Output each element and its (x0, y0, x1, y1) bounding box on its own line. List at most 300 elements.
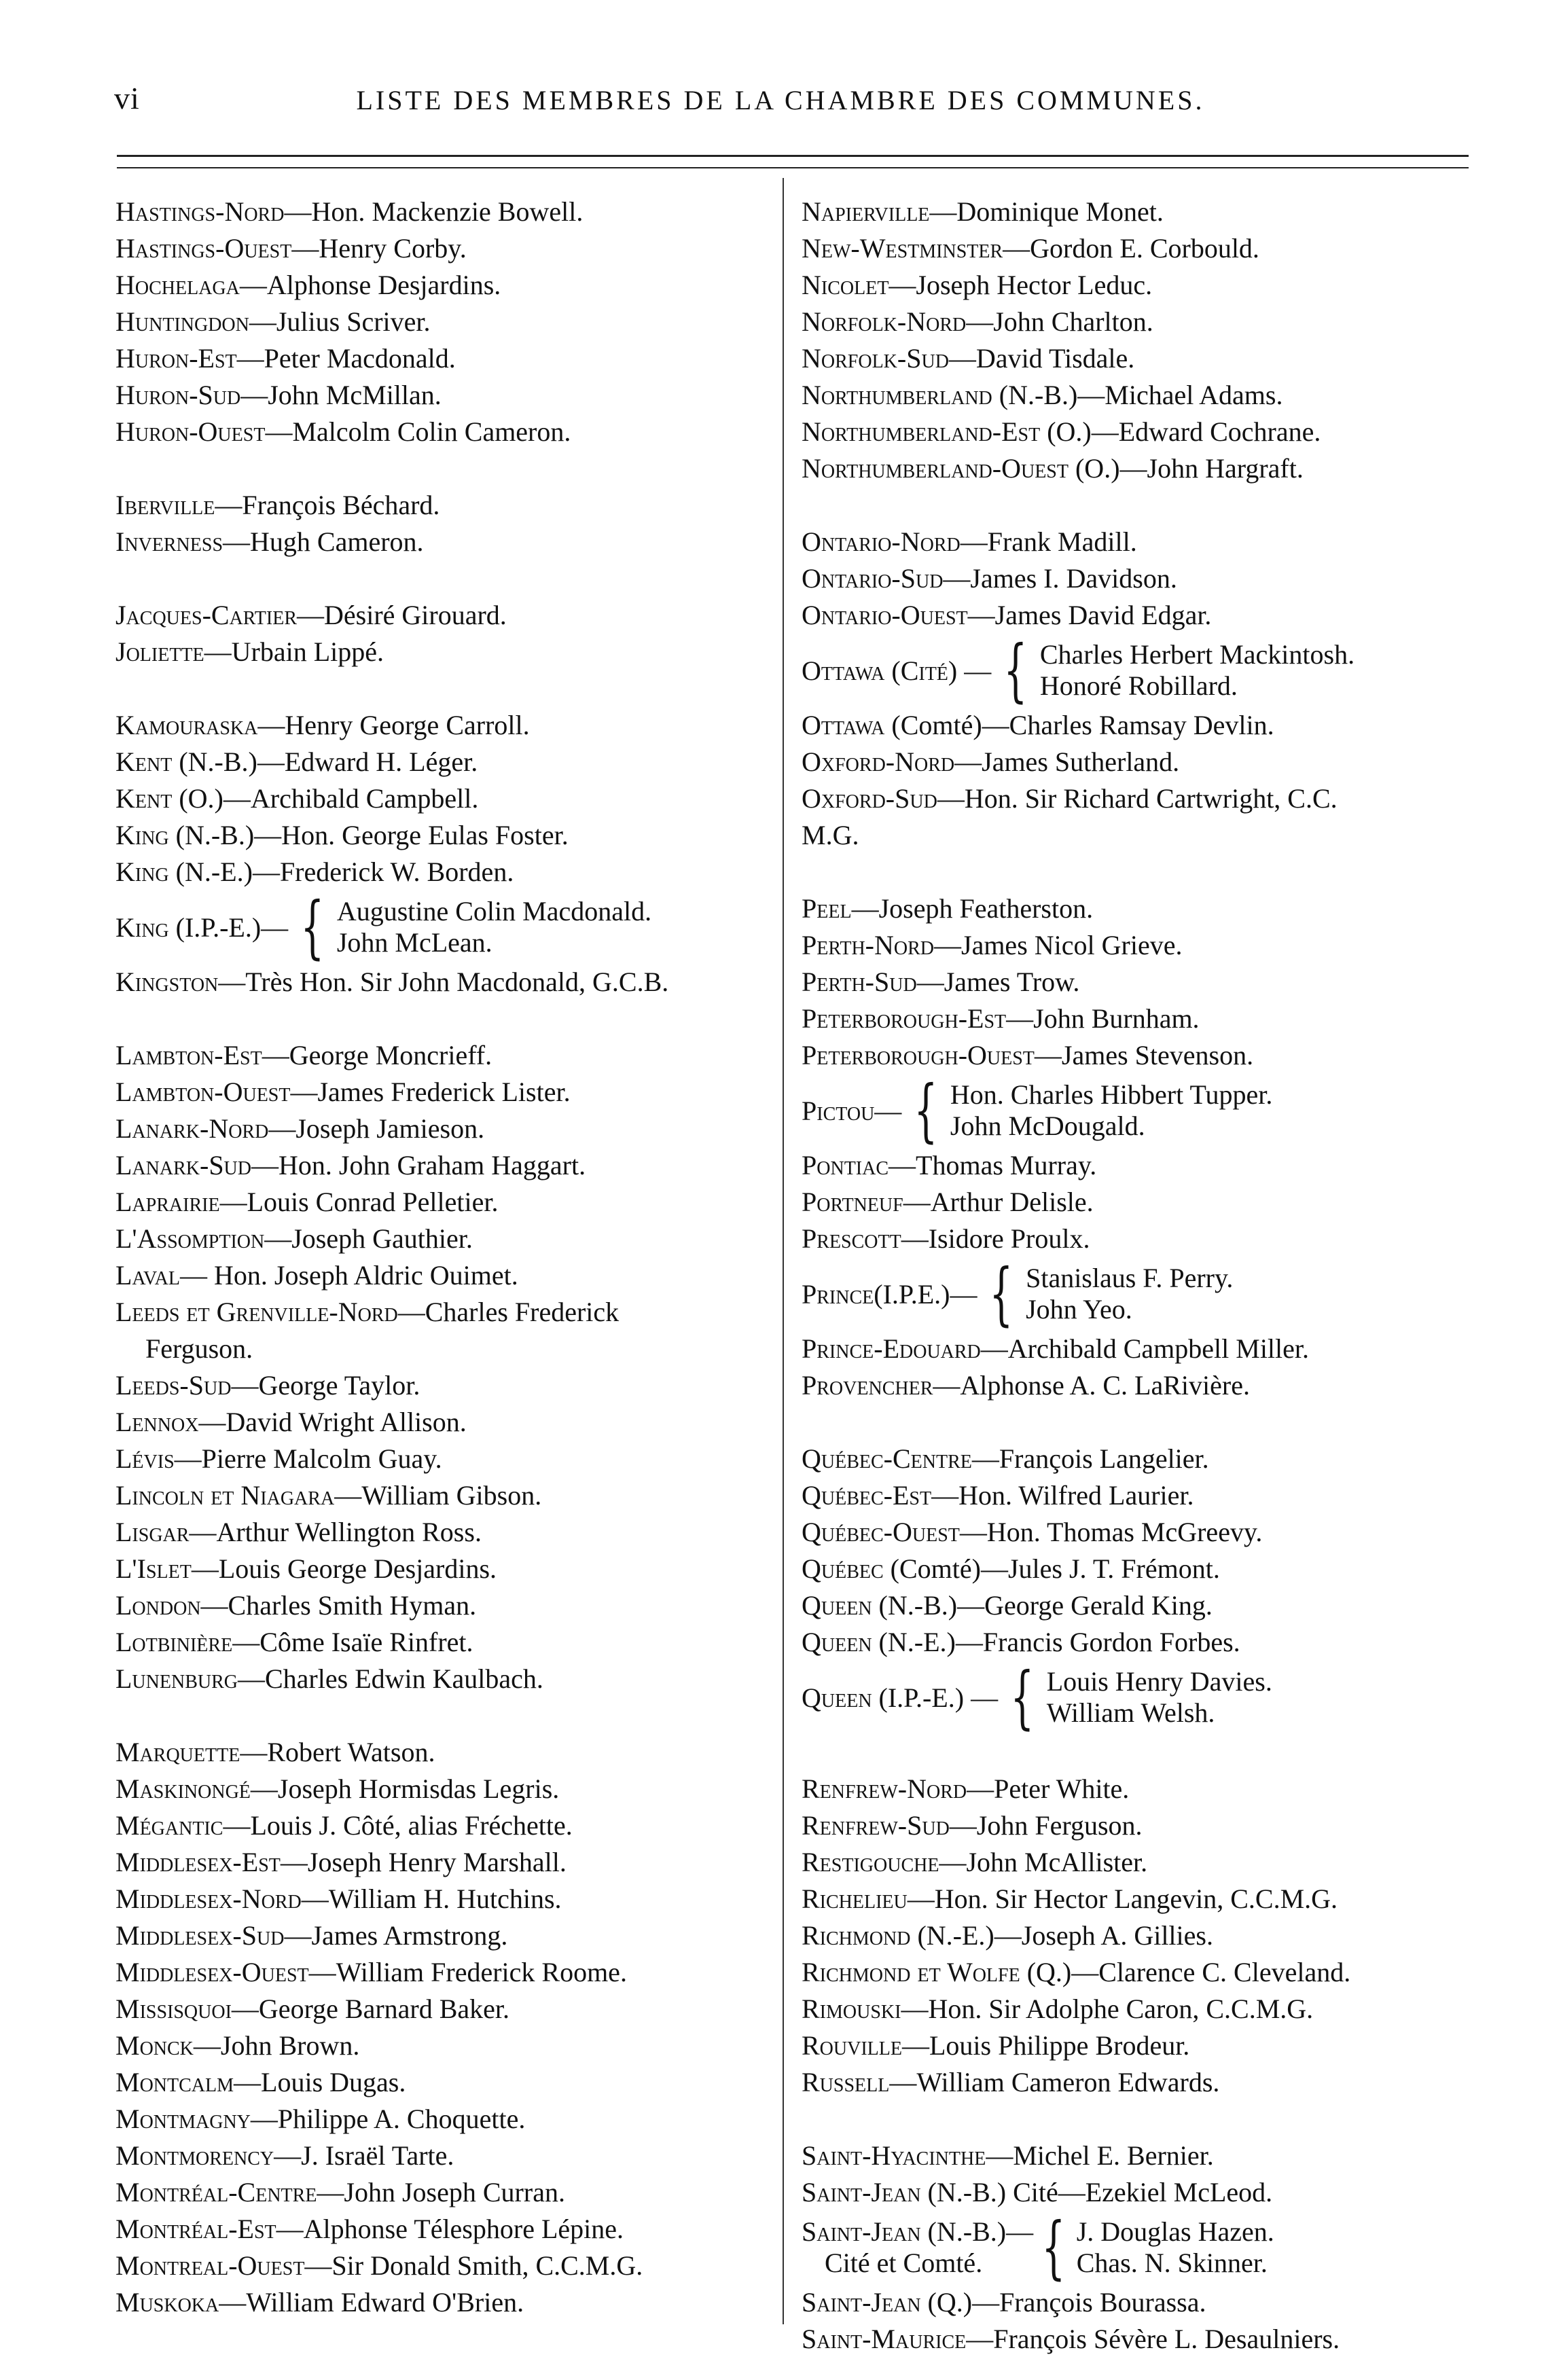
list-entry (115, 1404, 778, 1441)
member-name: —Dominique Monet. (929, 196, 1164, 227)
member-name: —James Trow. (916, 967, 1080, 997)
riding-name: Montreal-Ouest (115, 2250, 305, 2281)
member-name: —Julius Scriver. (249, 306, 431, 337)
list-entry (802, 1367, 1488, 1404)
riding-name: Huntingdon (115, 306, 249, 337)
list-entry (115, 1807, 778, 1844)
member-name: —Henry George Carroll. (257, 710, 530, 740)
list-entry (115, 1037, 778, 1074)
riding-name: Richmond et Wolfe (802, 1957, 1020, 1987)
list-entry (802, 1441, 1488, 1477)
header-rule-thick (117, 155, 1469, 157)
riding-name: Montcalm (115, 2067, 234, 2097)
list-entry (115, 854, 778, 890)
list-entry (115, 304, 778, 340)
list-entry (802, 560, 1488, 597)
list-entry (115, 1111, 778, 1147)
list-entry (115, 1991, 778, 2027)
riding-name: Prescott (802, 1223, 901, 1254)
riding-name: Renfrew-Nord (802, 1773, 967, 1804)
brace-glyph: { (1010, 1657, 1035, 1737)
riding-name: Lanark-Nord (115, 1113, 269, 1144)
member-name: —Urbain Lippé. (204, 636, 384, 667)
riding-name: Lisgar (115, 1517, 190, 1547)
member-name: —Arthur Wellington Ross. (189, 1517, 482, 1547)
list-entry (802, 304, 1488, 340)
riding-name: Napierville (802, 196, 930, 227)
riding-name: Québec (802, 1553, 884, 1584)
list-entry (802, 707, 1488, 744)
member-name: —Joseph Featherston. (851, 893, 1094, 924)
list-entry (802, 1477, 1488, 1514)
member-name: —William Edward O'Brien. (219, 2287, 524, 2318)
member-name: —Alphonse Télesphore Lépine. (276, 2214, 624, 2244)
riding-name: Ontario-Ouest (802, 600, 968, 630)
riding-name: Inverness (115, 526, 223, 557)
riding-name: Québec-Est (802, 1480, 932, 1511)
list-entry (802, 1037, 1488, 1074)
member-name: Augustine Colin Macdonald. (336, 896, 652, 926)
list-entry (115, 377, 778, 414)
riding-name: Peterborough-Est (802, 1003, 1007, 1034)
member-name: (O.)—John Hargraft. (1068, 453, 1304, 484)
member-name: —Très Hon. Sir John Macdonald, G.C.B. (218, 967, 669, 997)
list-entry (115, 2248, 778, 2284)
member-name: Louis Henry Davies. (1046, 1666, 1272, 1697)
member-name: —John Charlton. (966, 306, 1153, 337)
right-column (802, 194, 1488, 2358)
list-entry (802, 890, 1488, 927)
list-entry (115, 1221, 778, 1257)
riding-name: Peel (802, 893, 852, 924)
member-name: (N.-B.)—George Gerald King. (872, 1590, 1213, 1621)
riding-name: Restigouche (802, 1847, 939, 1877)
riding-name: Huron-Est (115, 343, 237, 374)
member-name: —Hugh Cameron. (223, 526, 424, 557)
riding-name: Kent (115, 746, 173, 777)
list-entry (802, 2064, 1488, 2101)
list-entry (115, 267, 778, 304)
list-entry (802, 230, 1488, 267)
brace-entry-king-ipe (115, 887, 778, 967)
list-entry (115, 2211, 778, 2248)
member-name: (Comté)—Jules J. T. Frémont. (883, 1553, 1220, 1584)
riding-name: Ottawa (802, 710, 885, 740)
riding-name: Lévis (115, 1443, 175, 1474)
list-entry (802, 2027, 1488, 2064)
riding-name: Nicolet (802, 270, 889, 300)
list-entry (802, 1844, 1488, 1881)
member-name: —Hon. Sir Hector Langevin, C.C.M.G. (907, 1883, 1338, 1914)
riding-name: Lambton-Ouest (115, 1077, 291, 1107)
list-entry (802, 1551, 1488, 1587)
riding-name: King (115, 820, 169, 850)
riding-name: Huron-Ouest (115, 416, 266, 447)
member-name: —Sir Donald Smith, C.C.M.G. (304, 2250, 643, 2281)
riding-name: Norfolk-Nord (802, 306, 967, 337)
riding-name: Northumberland (802, 380, 992, 410)
list-entry (115, 340, 778, 377)
member-name: —Pierre Malcolm Guay. (174, 1443, 442, 1474)
member-name: — Hon. Joseph Aldric Ouimet. (179, 1260, 518, 1291)
list-entry (802, 1514, 1488, 1551)
member-name: —Hon. John Graham Haggart. (251, 1150, 586, 1180)
member-name: —William Frederick Roome. (308, 1957, 627, 1987)
list-entry (115, 2027, 778, 2064)
member-name: —Alphonse Desjardins. (239, 270, 501, 300)
list-entry (802, 744, 1488, 780)
list-entry (115, 194, 778, 230)
riding-name: Queen (I.P.-E.) — (802, 1682, 999, 1713)
riding-name: Hastings-Ouest (115, 233, 292, 264)
list-entry (115, 1367, 778, 1404)
brace-glyph: { (300, 887, 325, 967)
member-name: —Hon. Thomas McGreevy. (959, 1517, 1263, 1547)
member-name: (N.-B.) Cité—Ezekiel McLeod. (920, 2177, 1273, 2207)
riding-name: Iberville (115, 490, 215, 520)
list-entry (115, 744, 778, 780)
member-name: —Peter Macdonald. (236, 343, 456, 374)
member-name: —Arthur Delisle. (903, 1187, 1094, 1217)
member-name: —David Tisdale. (948, 343, 1135, 374)
riding-name: Provencher (802, 1370, 933, 1401)
list-entry (802, 2321, 1488, 2358)
left-column (115, 194, 778, 2321)
riding-name: King (115, 857, 169, 887)
riding-name: L'Assomption (115, 1223, 265, 1254)
list-entry (802, 414, 1488, 450)
member-name: —Michel E. Bernier. (986, 2140, 1214, 2171)
list-entry (802, 1587, 1488, 1624)
list-entry (802, 2284, 1488, 2321)
list-entry (802, 1147, 1488, 1184)
member-name: —James David Edgar. (967, 600, 1212, 630)
list-entry (115, 414, 778, 450)
member-name: —Hon. Wilfred Laurier. (931, 1480, 1194, 1511)
list-entry (115, 230, 778, 267)
list-entry (802, 1000, 1488, 1037)
riding-name: Québec-Centre (802, 1443, 972, 1474)
riding-name: Perth-Nord (802, 930, 934, 960)
riding-name: Rouville (802, 2030, 902, 2061)
riding-name: Pictou— (802, 1095, 902, 1126)
list-entry (115, 1184, 778, 1221)
member-name: (N.-E.)—Frederick W. Borden. (168, 857, 514, 887)
riding-name: Middlesex-Ouest (115, 1957, 309, 1987)
list-entry (802, 1771, 1488, 1807)
member-name: (N.-E.)—Francis Gordon Forbes. (872, 1627, 1240, 1657)
riding-name: London (115, 1590, 201, 1621)
list-entry (115, 1954, 778, 1991)
member-name: —James Nicol Grieve. (934, 930, 1183, 960)
member-name: —Joseph Jamieson. (268, 1113, 485, 1144)
riding-name: Montmagny (115, 2104, 251, 2134)
list-entry (115, 597, 778, 634)
member-name: John McDougald. (950, 1111, 1145, 1141)
riding-name: Lennox (115, 1407, 199, 1437)
member-name: —Joseph Hector Leduc. (889, 270, 1153, 300)
riding-name: King (I.P.-E.)— (115, 912, 289, 943)
member-name: (N.-B.)—Edward H. Léger. (172, 746, 478, 777)
member-name: —Hon. Mackenzie Bowell. (284, 196, 584, 227)
list-entry (115, 1881, 778, 1917)
list-entry (802, 927, 1488, 964)
list-entry (802, 524, 1488, 560)
riding-name: Mégantic (115, 1810, 223, 1841)
member-name: —Désiré Girouard. (297, 600, 507, 630)
riding-name: Richelieu (802, 1883, 908, 1914)
member-name: —John Joseph Curran. (317, 2177, 565, 2207)
riding-name: Peterborough-Ouest (802, 1040, 1035, 1070)
riding-name: Kingston (115, 967, 219, 997)
member-name: —Joseph Hormisdas Legris. (250, 1773, 560, 1804)
member-name: Hon. Charles Hibbert Tupper. (950, 1079, 1273, 1110)
member-name: —James Stevenson. (1034, 1040, 1254, 1070)
header-rule-thin (117, 167, 1469, 168)
riding-name: Lotbinière (115, 1627, 233, 1657)
riding-name: Queen (802, 1627, 872, 1657)
riding-name: Hochelaga (115, 270, 240, 300)
member-name: —George Barnard Baker. (231, 1994, 510, 2024)
member-name: (N.-B.)—Michael Adams. (992, 380, 1283, 410)
member-name: —William Gibson. (334, 1480, 542, 1511)
list-entry (115, 1441, 778, 1477)
member-name: —John Brown. (193, 2030, 360, 2061)
member-name: —Philippe A. Choquette. (250, 2104, 526, 2134)
list-entry (115, 1294, 778, 1331)
member-name: J. Douglas Hazen. (1076, 2216, 1274, 2247)
list-entry-continuation: Ferguson. (145, 1333, 253, 1364)
member-name: —Archibald Campbell Miller. (980, 1333, 1310, 1364)
brace-glyph: { (1041, 2207, 1066, 2287)
list-entry (115, 2138, 778, 2174)
page-header (0, 80, 1561, 134)
list-entry (115, 634, 778, 670)
list-entry (115, 1477, 778, 1514)
member-name: —Joseph Gauthier. (264, 1223, 473, 1254)
member-name: —Joseph Henry Marshall. (280, 1847, 567, 1877)
riding-name: Monck (115, 2030, 194, 2061)
column-divider (783, 178, 784, 2324)
list-entry (115, 964, 778, 1000)
list-entry (115, 2101, 778, 2138)
member-name: —Louis Dugas. (234, 2067, 406, 2097)
riding-name: Québec-Ouest (802, 1517, 960, 1547)
riding-name: Saint-Hyacinthe (802, 2140, 986, 2171)
riding-name: Lambton-Est (115, 1040, 262, 1070)
riding-qualifier: Cité et Comté. (825, 2248, 983, 2278)
list-entry (802, 964, 1488, 1000)
list-entry (802, 1184, 1488, 1221)
member-name: —Robert Watson. (240, 1737, 435, 1767)
member-name: (Q.)—François Bourassa. (920, 2287, 1206, 2318)
list-entry (802, 1954, 1488, 1991)
riding-name: Norfolk-Sud (802, 343, 949, 374)
member-name: —James I. Davidson. (943, 563, 1177, 594)
riding-name: Saint-Jean (802, 2177, 921, 2207)
member-name: William Welsh. (1046, 1697, 1215, 1728)
list-entry (115, 1734, 778, 1771)
member-name: John McLean. (336, 927, 492, 958)
member-name: —Hon. Sir Adolphe Caron, C.C.M.G. (901, 1994, 1314, 2024)
member-name: (O.)—Edward Cochrane. (1040, 416, 1321, 447)
riding-name: Saint-Jean (802, 2287, 921, 2318)
riding-name: Northumberland-Ouest (802, 453, 1069, 484)
riding-name: Oxford-Sud (802, 783, 937, 814)
riding-name: Huron-Sud (115, 380, 241, 410)
member-name: —James Armstrong. (284, 1920, 508, 1951)
list-entry-continuation: M.G. (802, 820, 859, 850)
member-name: —François Langelier. (971, 1443, 1209, 1474)
riding-name: Rimouski (802, 1994, 901, 2024)
list-entry (802, 2174, 1488, 2211)
list-entry (115, 817, 778, 854)
brace-glyph: { (989, 1254, 1013, 1333)
list-entry (115, 524, 778, 560)
list-entry (802, 340, 1488, 377)
riding-name: Prince-Edouard (802, 1333, 981, 1364)
member-name: —William H. Hutchins. (301, 1883, 562, 1914)
member-name: —Louis George Desjardins. (191, 1553, 497, 1584)
riding-name: Ontario-Nord (802, 526, 961, 557)
member-name: —John Ferguson. (949, 1810, 1143, 1841)
list-entry (115, 2284, 778, 2321)
riding-name: Montréal-Est (115, 2214, 276, 2244)
riding-name: Leeds et Grenville-Nord (115, 1297, 398, 1327)
page-number: vi (114, 81, 140, 115)
riding-name: Oxford-Nord (802, 746, 955, 777)
riding-name: Muskoka (115, 2287, 219, 2318)
riding-name: Montmorency (115, 2140, 274, 2171)
list-entry (115, 1917, 778, 1954)
riding-name: Perth-Sud (802, 967, 917, 997)
member-name: —John McAllister. (939, 1847, 1148, 1877)
list-entry (802, 597, 1488, 634)
riding-name: Russell (802, 2067, 890, 2097)
list-entry (802, 377, 1488, 414)
riding-name: Renfrew-Sud (802, 1810, 950, 1841)
brace-entry-prince-ipe (802, 1254, 1488, 1333)
riding-name: Middlesex-Nord (115, 1883, 302, 1914)
member-name: —Gordon E. Corbould. (1003, 233, 1259, 264)
riding-name: Lincoln et Niagara (115, 1480, 335, 1511)
brace-glyph: { (1003, 630, 1028, 710)
member-name: —Louis Conrad Pelletier. (219, 1187, 499, 1217)
list-entry (115, 1074, 778, 1111)
riding-name: Lunenburg (115, 1663, 238, 1694)
brace-entry-ottawa-cite (802, 630, 1488, 710)
riding-name: Missisquoi (115, 1994, 232, 2024)
member-name: —Charles Edwin Kaulbach. (238, 1663, 543, 1694)
member-name: Chas. N. Skinner. (1076, 2248, 1268, 2278)
riding-name: Pontiac (802, 1150, 889, 1180)
riding-name: Joliette (115, 636, 204, 667)
list-entry (115, 1844, 778, 1881)
list-entry (115, 1624, 778, 1661)
member-name: Stanislaus F. Perry. (1026, 1263, 1234, 1293)
brace-entry-pictou (802, 1070, 1488, 1150)
member-name: —Frank Madill. (960, 526, 1137, 557)
list-entry (802, 1991, 1488, 2027)
member-name: —J. Israël Tarte. (274, 2140, 454, 2171)
riding-name: Saint-Maurice (802, 2324, 967, 2354)
brace-glyph: { (914, 1070, 938, 1150)
member-name: —Charles Frederick (397, 1297, 620, 1327)
riding-name: Ottawa (Cité) — (802, 655, 992, 686)
member-name: —François Sévère L. Desaulniers. (966, 2324, 1340, 2354)
member-name: —James Frederick Lister. (290, 1077, 571, 1107)
member-name: John Yeo. (1026, 1294, 1132, 1324)
member-name: —John Burnham. (1006, 1003, 1200, 1034)
list-entry (115, 1514, 778, 1551)
member-name: Honoré Robillard. (1039, 670, 1238, 701)
list-entry (802, 1807, 1488, 1844)
member-name: —Alphonse A. C. LaRivière. (933, 1370, 1250, 1401)
riding-name: Middlesex-Est (115, 1847, 281, 1877)
list-entry (802, 1331, 1488, 1367)
list-entry (802, 2138, 1488, 2174)
member-name: Charles Herbert Mackintosh. (1039, 639, 1355, 670)
list-entry (115, 1551, 778, 1587)
member-name: —George Moncrieff. (262, 1040, 492, 1070)
member-name: —William Cameron Edwards. (889, 2067, 1220, 2097)
list-entry (115, 487, 778, 524)
riding-name: Laprairie (115, 1187, 220, 1217)
member-name: —Louis Philippe Brodeur. (901, 2030, 1190, 2061)
member-name: —Charles Smith Hyman. (200, 1590, 477, 1621)
list-entry (115, 2174, 778, 2211)
list-entry (115, 707, 778, 744)
list-entry (802, 1881, 1488, 1917)
member-name: —Isidore Proulx. (901, 1223, 1090, 1254)
list-entry (802, 1624, 1488, 1661)
list-entry (802, 194, 1488, 230)
riding-name: Northumberland-Est (802, 416, 1041, 447)
member-name: —Henry Corby. (291, 233, 467, 264)
riding-name: Portneuf (802, 1187, 903, 1217)
member-name: (N.-E.)—Joseph A. Gillies. (910, 1920, 1213, 1951)
member-name: —James Sutherland. (954, 746, 1180, 777)
riding-name: Marquette (115, 1737, 240, 1767)
member-name: (O.)—Archibald Campbell. (172, 783, 479, 814)
member-name: (N.-B.)—Hon. George Eulas Foster. (168, 820, 569, 850)
list-entry (802, 1917, 1488, 1954)
member-name: —Louis J. Côté, alias Fréchette. (223, 1810, 573, 1841)
list-entry (115, 1771, 778, 1807)
member-name: (Comté)—Charles Ramsay Devlin. (884, 710, 1274, 740)
riding-name: Laval (115, 1260, 180, 1291)
riding-name: Prince(I.P.E.)— (802, 1278, 977, 1310)
riding-name: Queen (802, 1590, 872, 1621)
riding-name: New-Westminster (802, 233, 1003, 264)
list-entry (802, 450, 1488, 487)
riding-name: Maskinongé (115, 1773, 251, 1804)
riding-name: Montréal-Centre (115, 2177, 317, 2207)
riding-name: Jacques-Cartier (115, 600, 298, 630)
member-name: —Hon. Sir Richard Cartwright, C.C. (937, 783, 1338, 814)
member-name: —François Béchard. (215, 490, 440, 520)
list-entry (115, 2064, 778, 2101)
member-name: —George Taylor. (231, 1370, 420, 1401)
riding-name: L'Islet (115, 1553, 192, 1584)
brace-entry-saint-jean-cite-comte (802, 2207, 1488, 2287)
riding-name: Saint-Jean (N.-B.)— (802, 2216, 1034, 2247)
list-entry (115, 1147, 778, 1184)
member-name: —Thomas Murray. (889, 1150, 1097, 1180)
list-entry (802, 267, 1488, 304)
member-name: —John McMillan. (240, 380, 442, 410)
member-name: —Côme Isaïe Rinfret. (232, 1627, 473, 1657)
